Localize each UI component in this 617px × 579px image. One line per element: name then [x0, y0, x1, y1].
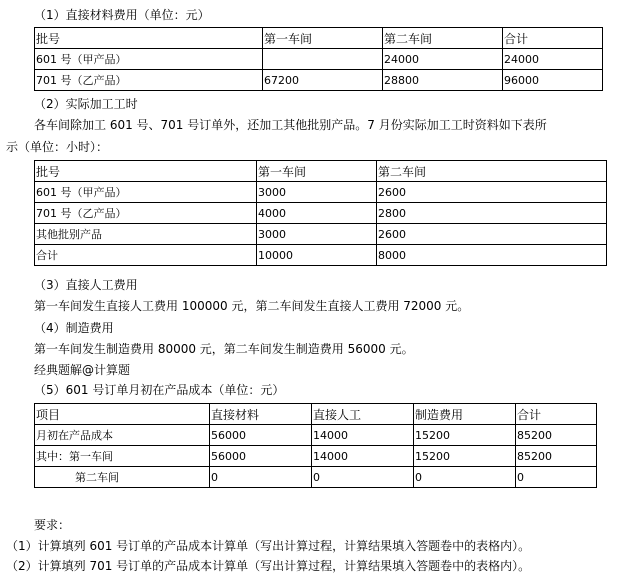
- table-cell: [263, 49, 383, 70]
- table-cell: 15200: [414, 425, 516, 446]
- header-cell: 批号: [35, 28, 263, 49]
- direct-material-table: [34, 27, 603, 91]
- table-header-row: [35, 161, 607, 182]
- table-cell: 0: [414, 467, 516, 488]
- table-row: [35, 467, 597, 488]
- requirements-title: 要求：: [34, 518, 71, 532]
- wip-cost-table: [34, 403, 597, 488]
- table-cell: 8000: [377, 245, 607, 266]
- table-cell: 14000: [312, 446, 414, 467]
- table-cell: 第二车间: [35, 467, 210, 488]
- table-cell: 56000: [210, 446, 312, 467]
- labor-hours-table: [34, 160, 607, 266]
- table-cell: 0: [210, 467, 312, 488]
- header-cell: 项目: [35, 404, 210, 425]
- section-2-description: 各车间除加工 601 号、701 号订单外，还加工其他批别产品。7 月份实际加工工时资料如下表所: [34, 118, 547, 132]
- table-cell: 2600: [377, 182, 607, 203]
- table-row: [35, 224, 607, 245]
- table-cell: 67200: [263, 70, 383, 91]
- table-header-row: [35, 28, 603, 49]
- table-cell: 701 号（乙产品）: [35, 70, 263, 91]
- table-cell: 24000: [503, 49, 603, 70]
- table-header-row: [35, 404, 597, 425]
- table-cell: 2800: [377, 203, 607, 224]
- table-cell: 其他批别产品: [35, 224, 257, 245]
- table-cell: 96000: [503, 70, 603, 91]
- table-cell: 15200: [414, 446, 516, 467]
- section-1-title: （1）直接材料费用（单位：元）: [34, 8, 210, 22]
- header-cell: 第二车间: [377, 161, 607, 182]
- section-4-title: （4）制造费用: [34, 321, 114, 335]
- header-cell: 合计: [516, 404, 597, 425]
- header-cell: 第一车间: [263, 28, 383, 49]
- section-3-title: （3）直接人工费用: [34, 278, 138, 292]
- section-4-text: 第一车间发生制造费用 80000 元，第二车间发生制造费用 56000 元。: [34, 342, 414, 356]
- table-row: [35, 425, 597, 446]
- table-cell: 56000: [210, 425, 312, 446]
- table-cell: 24000: [383, 49, 503, 70]
- table-cell: 85200: [516, 425, 597, 446]
- header-cell: 合计: [503, 28, 603, 49]
- table-cell: 601 号（甲产品）: [35, 182, 257, 203]
- header-cell: 批号: [35, 161, 257, 182]
- table-cell: 3000: [257, 182, 377, 203]
- table-cell: 701 号（乙产品）: [35, 203, 257, 224]
- table-cell: 其中：第一车间: [35, 446, 210, 467]
- section-2-description-cont: 示（单位：小时）：: [6, 140, 109, 154]
- section-note: 经典题解@计算题: [34, 363, 131, 377]
- table-cell: 0: [516, 467, 597, 488]
- table-cell: 4000: [257, 203, 377, 224]
- table-cell: 14000: [312, 425, 414, 446]
- section-5-title: （5）601 号订单月初在产品成本（单位：元）: [34, 383, 285, 397]
- table-row: [35, 245, 607, 266]
- table-cell: 月初在产品成本: [35, 425, 210, 446]
- header-cell: 直接材料: [210, 404, 312, 425]
- table-row: [35, 70, 603, 91]
- table-cell: 2600: [377, 224, 607, 245]
- table-cell: 28800: [383, 70, 503, 91]
- requirement-item: （1）计算填列 601 号订单的产品成本计算单（写出计算过程，计算结果填入答题卷中的表格内）。: [6, 539, 531, 553]
- header-cell: 直接人工: [312, 404, 414, 425]
- table-cell: 合计: [35, 245, 257, 266]
- table-row: [35, 203, 607, 224]
- table-cell: 0: [312, 467, 414, 488]
- section-3-text: 第一车间发生直接人工费用 100000 元，第二车间发生直接人工费用 72000 元。: [34, 299, 470, 313]
- section-2-title: （2）实际加工工时: [34, 97, 138, 111]
- header-cell: 第一车间: [257, 161, 377, 182]
- header-cell: 制造费用: [414, 404, 516, 425]
- table-cell: 10000: [257, 245, 377, 266]
- table-row: [35, 446, 597, 467]
- requirement-item: （2）计算填列 701 号订单的产品成本计算单（写出计算过程，计算结果填入答题卷中的表格内）。: [6, 559, 531, 573]
- header-cell: 第二车间: [383, 28, 503, 49]
- table-cell: 3000: [257, 224, 377, 245]
- table-cell: 85200: [516, 446, 597, 467]
- table-row: [35, 182, 607, 203]
- table-cell: 601 号（甲产品）: [35, 49, 263, 70]
- table-row: [35, 49, 603, 70]
